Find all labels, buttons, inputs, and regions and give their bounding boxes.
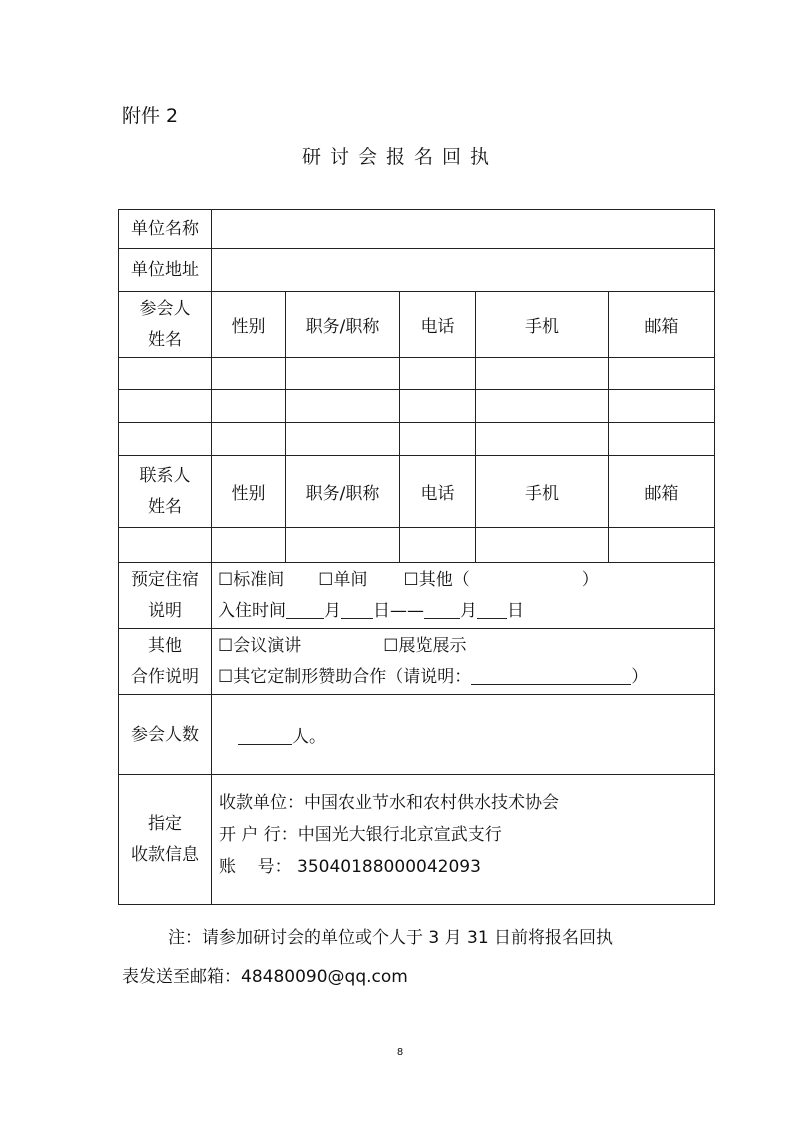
page-number: 8 [396,1047,404,1058]
participant-gender-cell[interactable] [212,423,286,456]
sponsor-close: ） [631,666,649,687]
participant-phone-header: 电话 [400,292,476,358]
participant-phone-cell[interactable] [400,390,476,423]
contact-name-line1: 联系人 [139,465,191,486]
contact-header-row [119,456,715,528]
contact-mobile-header: 手机 [476,456,609,528]
account-line [219,851,714,883]
contact-name-header [119,456,212,528]
cooperation-label [119,629,212,695]
lodging-label-line2: 说明 [148,600,182,621]
contact-phone-header: 电话 [400,456,476,528]
bank-line: 开 户 行：中国光大银行北京宣武支行 [219,824,502,845]
room-type-line [218,565,714,596]
payee-line: 收款单位：中国农业节水和农村供水技术协会 [219,792,559,813]
participant-gender-cell[interactable] [212,390,286,423]
participant-name-cell[interactable] [119,358,212,390]
unit-name-label: 单位名称 [119,210,212,249]
contact-email-cell[interactable] [609,528,715,563]
speech-checkbox[interactable]: ☐会议演讲 [218,635,302,656]
attendee-count-blank[interactable] [238,726,292,745]
contact-name-line2: 姓名 [148,496,182,517]
unit-name-field[interactable] [212,210,715,249]
other-room-close: ） [581,569,599,590]
other-room-checkbox[interactable]: ☐其他（ [403,569,470,590]
participant-row [119,423,715,456]
participant-email-header: 邮箱 [609,292,715,358]
payment-row [119,775,715,905]
account-number: 35040188000042093 [297,856,481,877]
attendee-count-cell [212,695,715,775]
checkout-month-blank[interactable] [424,600,460,619]
page-title: 研讨会报名回执 [301,146,498,168]
contact-name-cell[interactable] [119,528,212,563]
participant-header-row [119,292,715,358]
cooperation-line2 [218,662,714,693]
participant-mobile-cell[interactable] [476,390,609,423]
participant-name-cell[interactable] [119,423,212,456]
contact-position-header: 职务/职称 [286,456,400,528]
note-line-2: 表发送至邮箱：48480090@qq.com [122,967,408,987]
checkin-month-unit: 月 [324,600,341,621]
attendee-count-row [119,695,715,775]
cooperation-label-line2: 合作说明 [131,666,199,687]
participant-mobile-cell[interactable] [476,423,609,456]
lodging-label-line1: 预定住宿 [131,569,199,590]
payment-info [212,775,715,905]
checkin-day-blank[interactable] [341,600,373,619]
contact-gender-cell[interactable] [212,528,286,563]
checkin-line [218,596,714,627]
contact-phone-cell[interactable] [400,528,476,563]
participant-mobile-header: 手机 [476,292,609,358]
participant-email-cell[interactable] [609,390,715,423]
unit-address-label: 单位地址 [119,249,212,292]
payment-label-line1: 指定 [148,813,182,834]
lodging-label [119,563,212,629]
participant-name-line1: 参会人 [139,298,191,319]
participant-position-cell[interactable] [286,423,400,456]
attendee-count-label: 参会人数 [119,695,212,775]
checkout-day-unit: 日 [507,600,524,621]
checkout-month-unit: 月 [460,600,477,621]
participant-name-header [119,292,212,358]
participant-phone-cell[interactable] [400,358,476,390]
participant-email-cell[interactable] [609,358,715,390]
attachment-label: 附件 2 [122,105,179,127]
participant-name-line2: 姓名 [148,329,182,350]
participant-gender-cell[interactable] [212,358,286,390]
lodging-options [212,563,715,629]
participant-position-cell[interactable] [286,390,400,423]
contact-gender-header: 性别 [212,456,286,528]
participant-row [119,390,715,423]
contact-position-cell[interactable] [286,528,400,563]
checkin-day-unit: 日 [373,600,390,621]
cooperation-row [119,629,715,695]
participant-mobile-cell[interactable] [476,358,609,390]
cooperation-line1 [218,631,714,662]
unit-address-row [119,249,715,292]
participant-position-cell[interactable] [286,358,400,390]
payment-label-line2: 收款信息 [131,844,199,865]
unit-name-row [119,210,715,249]
attendee-count-unit: 人。 [292,727,326,747]
contact-mobile-cell[interactable] [476,528,609,563]
lodging-row [119,563,715,629]
sponsor-checkbox[interactable]: ☐其它定制形赞助合作（请说明： [218,666,472,687]
date-range-dash: —— [390,600,424,621]
payment-label [119,775,212,905]
cooperation-options [212,629,715,695]
registration-form-table [118,209,715,905]
participant-phone-cell[interactable] [400,423,476,456]
participant-email-cell[interactable] [609,423,715,456]
single-room-checkbox[interactable]: ☐单间 [318,569,368,590]
checkin-label: 入住时间 [218,600,286,621]
contact-email-header: 邮箱 [609,456,715,528]
note-line-1: 注：请参加研讨会的单位或个人于 3 月 31 日前将报名回执 [168,928,614,948]
standard-room-checkbox[interactable]: ☐标准间 [218,569,285,590]
checkout-day-blank[interactable] [477,600,507,619]
cooperation-label-line1: 其他 [148,635,182,656]
exhibit-checkbox[interactable]: ☐展览展示 [383,635,467,656]
participant-name-cell[interactable] [119,390,212,423]
unit-address-field[interactable] [212,249,715,292]
account-label: 账 号： [219,856,292,877]
participant-row [119,358,715,390]
contact-row [119,528,715,563]
sponsor-description-blank[interactable] [471,666,631,685]
participant-position-header: 职务/职称 [286,292,400,358]
participant-gender-header: 性别 [212,292,286,358]
checkin-month-blank[interactable] [286,600,324,619]
